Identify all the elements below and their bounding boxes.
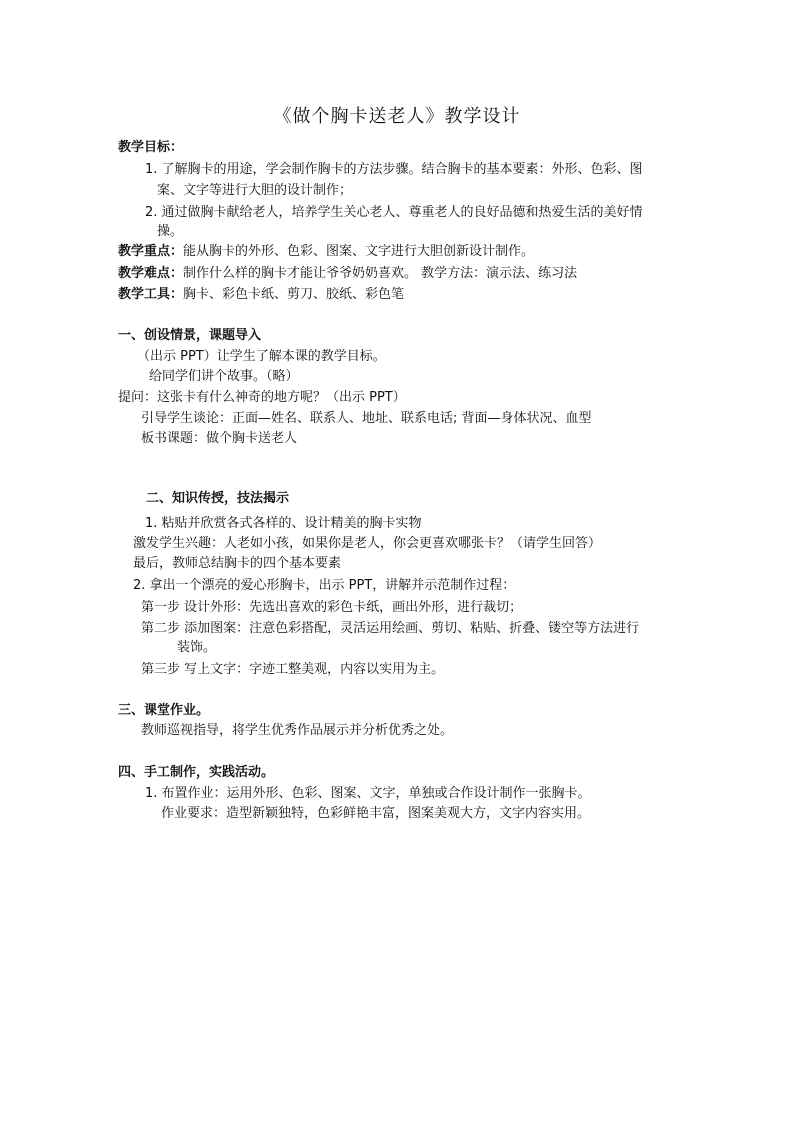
section-1-line-1: （出示 PPT）让学生了解本课的教学目标。	[137, 349, 386, 364]
step-2-line-2: 装饰。	[177, 640, 217, 655]
step-2-line-1: 第二步 添加图案：注意色彩搭配，灵活运用绘画、剪切、粘贴、折叠、镂空等方法进行	[141, 621, 640, 636]
objective-2-line-2: 操。	[157, 224, 184, 239]
section-1-line-5: 板书课题：做个胸卡送老人	[141, 431, 298, 446]
section-1-line-2: 给同学们讲个故事。（略）	[149, 369, 299, 384]
section-2-line-3: 最后，教师总结胸卡的四个基本要素	[133, 556, 342, 571]
section-1-heading: 一、创设情景，课题导入	[118, 328, 262, 343]
section-4-line-1: 1. 布置作业：运用外形、色彩、图案、文字，单独或合作设计制作一张胸卡。	[145, 786, 591, 801]
section-3-heading: 三、课堂作业。	[118, 703, 210, 718]
section-4-line-2: 作业要求：造型新颖独特，色彩鲜艳丰富，图案美观大方，文字内容实用。	[161, 806, 591, 821]
tools-row	[118, 285, 404, 305]
section-4-heading: 四、手工制作，实践活动。	[118, 765, 275, 780]
objectives-heading: 教学目标：	[118, 140, 184, 155]
objective-1-line-2: 案、文字等进行大胆的设计制作；	[157, 183, 353, 198]
section-2-line-4: 2. 拿出一个漂亮的爱心形胸卡，出示 PPT，讲解并示范制作过程：	[133, 578, 516, 593]
key-point-row	[118, 242, 534, 262]
section-1-line-4: 引导学生谈论：正面—姓名、联系人、地址、联系电话; 背面—身体状况、血型	[141, 411, 592, 426]
difficulty-row	[118, 264, 577, 284]
objective-2-line-1: 2. 通过做胸卡献给老人，培养学生关心老人、尊重老人的良好品德和热爱生活的美好情	[145, 205, 643, 220]
difficulty-label: 教学难点：	[118, 266, 184, 281]
section-2-line-2: 激发学生兴趣：人老如小孩，如果你是老人，你会更喜欢哪张卡？（请学生回答）	[133, 536, 602, 551]
document-title: 《做个胸卡送老人》教学设计	[273, 106, 521, 127]
step-1: 第一步 设计外形：先选出喜欢的彩色卡纸，画出外形，进行裁切；	[141, 600, 523, 615]
key-point-label: 教学重点：	[118, 244, 184, 259]
section-1-line-3: 提问：这张卡有什么神奇的地方呢？（出示 PPT）	[118, 390, 406, 405]
objective-1-line-1: 1. 了解胸卡的用途，学会制作胸卡的方法步骤。结合胸卡的基本要素：外形、色彩、图	[145, 162, 643, 177]
tools-label: 教学工具：	[118, 287, 184, 302]
section-2-heading: 二、知识传授，技法揭示	[146, 491, 290, 506]
step-3: 第三步 写上文字：字迹工整美观，内容以实用为主。	[141, 662, 445, 677]
difficulty-text: 制作什么样的胸卡才能让爷爷奶奶喜欢。 教学方法：演示法、练习法	[183, 266, 578, 281]
section-3-line-1: 教师巡视指导，将学生优秀作品展示并分析优秀之处。	[141, 723, 454, 738]
key-point-text: 能从胸卡的外形、色彩、图案、文字进行大胆创新设计制作。	[183, 244, 535, 259]
tools-text: 胸卡、彩色卡纸、剪刀、胶纸、彩色笔	[183, 287, 405, 302]
section-2-line-1: 1. 粘贴并欣赏各式各样的、设计精美的胸卡实物	[145, 516, 422, 531]
